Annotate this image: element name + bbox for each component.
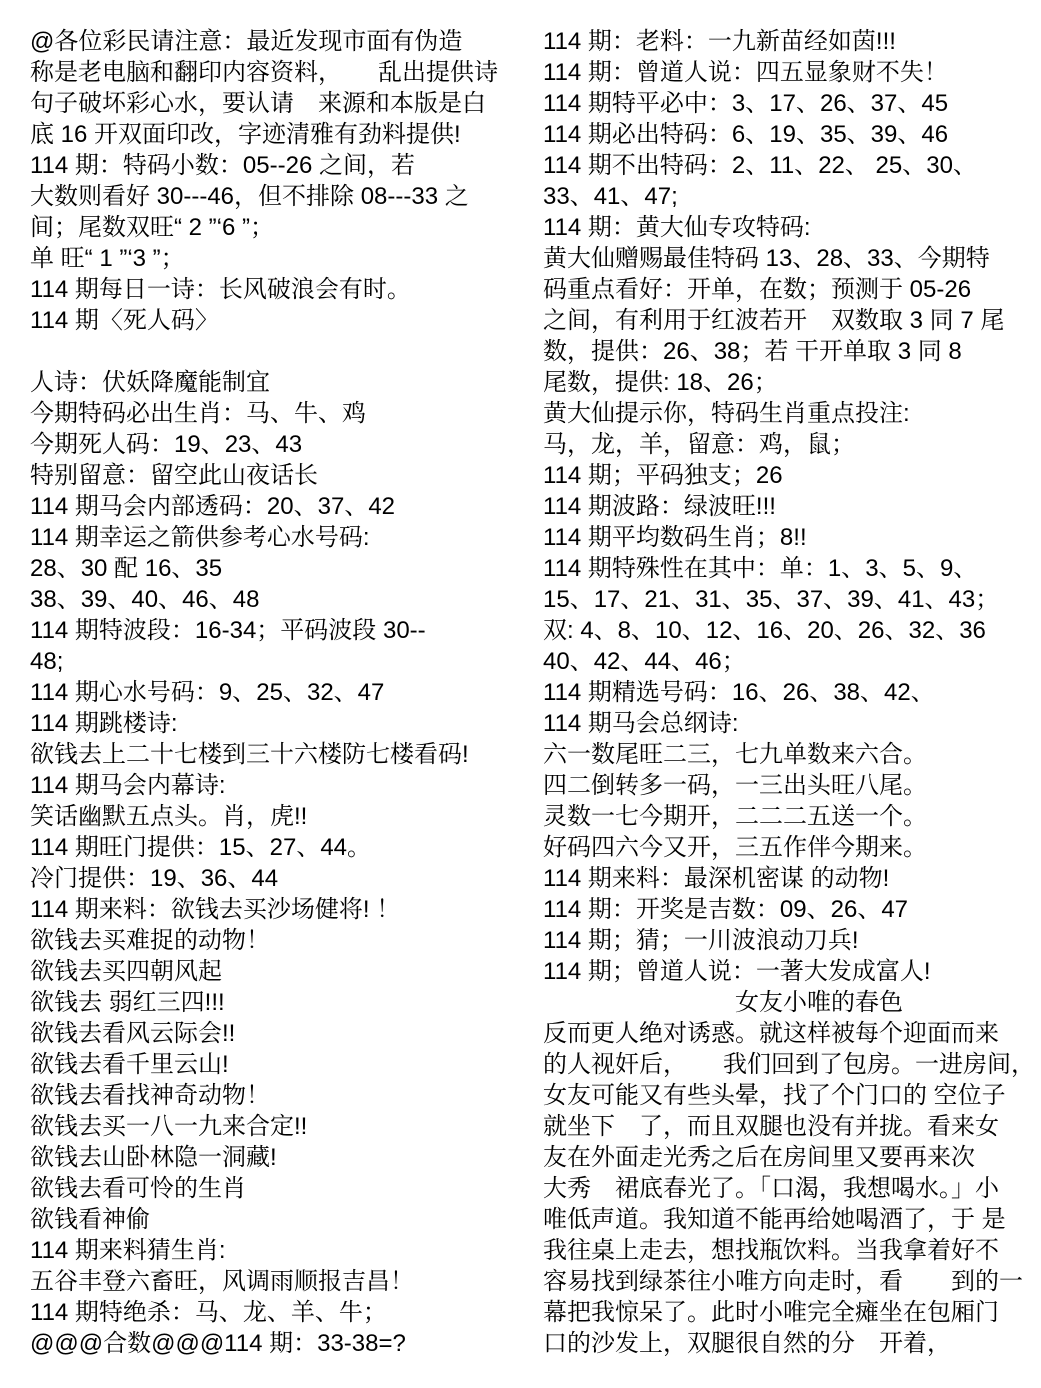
text-line: 数，提供：26、38；若 干开单取 3 同 8 <box>543 338 962 365</box>
text-line: 28、30 配 16、35 <box>30 555 223 582</box>
text-line: 欲钱去买四朝风起 <box>30 958 222 985</box>
text-line: 114 期：黄大仙专攻特码: <box>543 214 811 241</box>
text-line: 114 期马会总纲诗: <box>543 710 739 737</box>
text-line: 欲钱去上二十七楼到三十六楼防七楼看码! <box>30 741 469 768</box>
text-line: 114 期特波段：16-34；平码波段 30-- <box>30 617 426 644</box>
text-line: 大秀 裙底春光了。「口渴，我想喝水。」小 <box>543 1175 999 1202</box>
text-line: 114 期：特码小数：05--26 之间，若 <box>30 152 415 179</box>
text-line: 欲钱去看千里云山! <box>30 1051 229 1078</box>
text-line: 114 期来料：最深机密谋 的动物! <box>543 865 890 892</box>
text-line: 就坐下 了，而且双腿也没有并拢。看来女 <box>543 1113 999 1140</box>
text-line: 33、41、47; <box>543 183 678 210</box>
text-line: 114 期：开奖是吉数：09、26、47 <box>543 896 909 923</box>
text-line: 容易找到绿茶往小唯方向走时，看 到的一 <box>543 1268 1023 1295</box>
text-line: 码重点看好：开单，在数；预测于 05-26 <box>543 276 972 303</box>
text-line: 114 期；曾道人说：一著大发成富人! <box>543 958 931 985</box>
text-line: 114 期：曾道人说：四五显象财不失！ <box>543 59 948 86</box>
text-line: @@@合数@@@114 期：33-38=? <box>30 1330 406 1357</box>
text-line: 114 期必出特码：6、19、35、39、46 <box>543 121 949 148</box>
text-line: 114 期特殊性在其中：单：1、3、5、9、 <box>543 555 978 582</box>
text-line: 114 期特绝杀：马、龙、羊、牛； <box>30 1299 387 1326</box>
text-line: 女友可能又有些头晕，找了个门口的 空位子 <box>543 1082 1006 1109</box>
left-text-column <box>30 26 538 1359</box>
text-line: 15、17、21、31、35、37、39、41、43； <box>543 586 1000 613</box>
text-line: 114 期精选号码：16、26、38、42、 <box>543 679 935 706</box>
text-line: 114 期来料猜生肖: <box>30 1237 226 1264</box>
text-line: 人诗：伏妖降魔能制宜 <box>30 369 270 396</box>
text-line: 114 期不出特码：2、11、22、 25、30、 <box>543 152 977 179</box>
text-line: 欲钱去看风云际会!! <box>30 1020 236 1047</box>
text-line: 欲钱去山卧林隐一洞藏! <box>30 1144 277 1171</box>
text-line: 黄大仙赠赐最佳特码 13、28、33、今期特 <box>543 245 990 272</box>
text-line: 六一数尾旺二三，七九单数来六合。 <box>543 741 927 768</box>
text-line: 底 16 开双面印改，字迹清雅有劲料提供! <box>30 121 461 148</box>
text-line: 114 期波路：绿波旺!!! <box>543 493 776 520</box>
text-line: 欲钱去看找神奇动物！ <box>30 1082 270 1109</box>
text-line: 间；尾数双旺“ 2 ”‘6 ”； <box>30 214 275 241</box>
text-line: 口的沙发上，双腿很自然的分 开着， <box>543 1330 951 1357</box>
text-line: 单 旺“ 1 ”‘3 ”； <box>30 245 185 272</box>
text-line: 114 期旺门提供：15、27、44。 <box>30 834 372 861</box>
text-line: 唯低声道。我知道不能再给她喝酒了，于 是 <box>543 1206 1006 1233</box>
text-line: 大数则看好 30---46，但不排除 08---33 之 <box>30 183 469 210</box>
text-line: 114 期来料：欲钱去买沙场健将! ！ <box>30 896 401 923</box>
text-line: 黄大仙提示你，特码生肖重点投注: <box>543 400 910 427</box>
text-line: 欲钱去买难捉的动物！ <box>30 927 270 954</box>
text-line: 反而更人绝对诱惑。就这样被每个迎面而来 <box>543 1020 999 1047</box>
text-line: 114 期：老料：一九新苗经如茵!!! <box>543 28 896 55</box>
text-line: 114 期马会内幕诗: <box>30 772 226 799</box>
text-line: 40、42、44、46； <box>543 648 746 675</box>
text-line: 四二倒转多一码，一三出头旺八尾。 <box>543 772 927 799</box>
text-line: 的人视奸后， 我们回到了包房。一进房间， <box>543 1051 1035 1078</box>
text-line: 马，龙，羊，留意：鸡，鼠； <box>543 431 855 458</box>
text-line: 114 期；猜；一川波浪动刀兵! <box>543 927 859 954</box>
text-line: 特别留意：留空此山夜话长 <box>30 462 318 489</box>
text-line: 女友小唯的春色 <box>543 989 903 1016</box>
right-text-column <box>543 26 1039 1359</box>
text-line: 称是老电脑和翻印内容资料， 乱出提供诗 <box>30 59 498 86</box>
text-line: 114 期特平必中：3、17、26、37、45 <box>543 90 949 117</box>
text-line: 114 期心水号码：9、25、32、47 <box>30 679 385 706</box>
text-line: 冷门提供：19、36、44 <box>30 865 279 892</box>
text-line: 尾数，提供: 18、26； <box>543 369 778 396</box>
text-line: 今期特码必出生肖：马、牛、鸡 <box>30 400 366 427</box>
text-line: 48; <box>30 648 64 675</box>
text-line: 114 期马会内部透码：20、37、42 <box>30 493 396 520</box>
text-line: 我往桌上走去，想找瓶饮料。当我拿着好不 <box>543 1237 999 1264</box>
text-line: 欲钱去看可怜的生肖 <box>30 1175 246 1202</box>
text-line: 友在外面走光秀之后在房间里又要再来次 <box>543 1144 975 1171</box>
text-line: 欲钱去 弱红三四!!! <box>30 989 225 1016</box>
text-line: 114 期幸运之箭供参考心水号码: <box>30 524 370 551</box>
text-line: 欲钱去买一八一九来合定!! <box>30 1113 308 1140</box>
text-line: 欲钱看神偷 <box>30 1206 150 1233</box>
text-line: 114 期平均数码生肖；8!! <box>543 524 807 551</box>
text-line: 好码四六今又开，三五作伴今期来。 <box>543 834 927 861</box>
text-line: 38、39、40、46、48 <box>30 586 260 613</box>
text-line: 114 期每日一诗：长风破浪会有时。 <box>30 276 411 303</box>
text-line: 幕把我惊呆了。此时小唯完全瘫坐在包厢门 <box>543 1299 999 1326</box>
text-line: @各位彩民请注意：最近发现市面有伪造 <box>30 28 463 55</box>
text-line <box>30 336 538 367</box>
text-line: 灵数一七今期开，二二二五送一个。 <box>543 803 927 830</box>
text-line: 今期死人码：19、23、43 <box>30 431 303 458</box>
text-line: 114 期〈死人码〉 <box>30 307 219 334</box>
text-line: 句子破坏彩心水，要认请 来源和本版是白 <box>30 90 486 117</box>
text-line: 双: 4、8、10、12、16、20、26、32、36 <box>543 617 986 644</box>
text-line: 114 期跳楼诗: <box>30 710 178 737</box>
text-line: 笑话幽默五点头。肖，虎!! <box>30 803 308 830</box>
text-line: 之间，有利用于红波若开 双数取 3 同 7 尾 <box>543 307 1005 334</box>
text-line: 五谷丰登六畜旺，风调雨顺报吉昌！ <box>30 1268 414 1295</box>
text-line: 114 期；平码独支；26 <box>543 462 783 489</box>
